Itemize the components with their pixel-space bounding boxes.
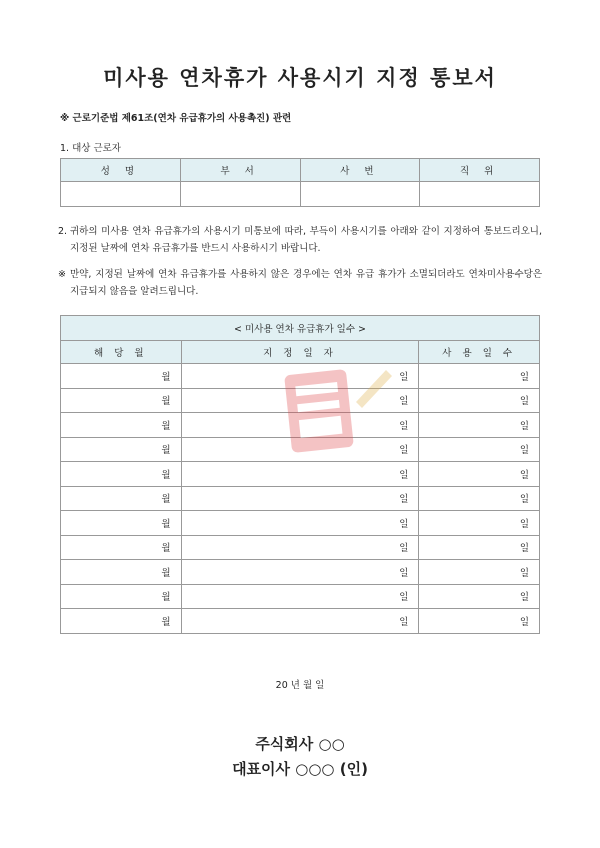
month-cell[interactable]: 월 bbox=[61, 364, 182, 389]
worker-table bbox=[60, 158, 540, 207]
legal-basis: ※ 근로기준법 제61조(연차 유급휴가의 사용촉진) 관련 bbox=[60, 113, 292, 124]
month-cell[interactable]: 월 bbox=[61, 437, 182, 462]
warning-paragraph bbox=[58, 266, 542, 300]
header-month: 해 당 월 bbox=[61, 341, 182, 364]
days-used-cell[interactable]: 일 bbox=[419, 535, 540, 560]
days-used-cell[interactable]: 일 bbox=[419, 560, 540, 585]
table-row bbox=[61, 609, 540, 634]
month-cell[interactable]: 월 bbox=[61, 609, 182, 634]
month-cell[interactable]: 월 bbox=[61, 560, 182, 585]
designated-date-cell[interactable]: 일 bbox=[181, 413, 419, 438]
table-row bbox=[61, 535, 540, 560]
unused-leave-table bbox=[60, 315, 540, 634]
days-used-cell[interactable]: 일 bbox=[419, 511, 540, 536]
table-row bbox=[61, 413, 540, 438]
header-days-used: 사 용 일 수 bbox=[419, 341, 540, 364]
table-row bbox=[61, 388, 540, 413]
notice-paragraph-number: 2. bbox=[58, 226, 68, 237]
table-row bbox=[61, 364, 540, 389]
days-used-cell[interactable]: 일 bbox=[419, 388, 540, 413]
days-used-cell[interactable]: 일 bbox=[419, 486, 540, 511]
month-cell[interactable]: 월 bbox=[61, 584, 182, 609]
designated-date-cell[interactable]: 일 bbox=[181, 388, 419, 413]
table-row bbox=[61, 560, 540, 585]
designated-date-cell[interactable]: 일 bbox=[181, 584, 419, 609]
table-row bbox=[61, 511, 540, 536]
designated-date-cell[interactable]: 일 bbox=[181, 486, 419, 511]
month-cell[interactable]: 월 bbox=[61, 462, 182, 487]
designated-date-cell[interactable]: 일 bbox=[181, 437, 419, 462]
designated-date-cell[interactable]: 일 bbox=[181, 609, 419, 634]
header-designated-date: 지 정 일 자 bbox=[181, 341, 419, 364]
days-used-cell[interactable]: 일 bbox=[419, 609, 540, 634]
table-row bbox=[61, 486, 540, 511]
designated-date-cell[interactable]: 일 bbox=[181, 560, 419, 585]
month-cell[interactable]: 월 bbox=[61, 486, 182, 511]
company-name: 주식회사 ○○ bbox=[255, 735, 345, 753]
warning-mark: ※ bbox=[58, 269, 66, 280]
document-title: 미사용 연차휴가 사용시기 지정 통보서 bbox=[103, 66, 497, 90]
table-row bbox=[61, 462, 540, 487]
worker-id-cell[interactable] bbox=[300, 182, 420, 207]
days-used-cell[interactable]: 일 bbox=[419, 437, 540, 462]
worker-position-cell[interactable] bbox=[420, 182, 540, 207]
designated-date-cell[interactable]: 일 bbox=[181, 535, 419, 560]
warning-paragraph-text: 만약, 지정된 날짜에 연차 유급휴가를 사용하지 않은 경우에는 연차 유급 휴가가 소멸되더라도 연차미사용수당은 지급되지 않음을 알려드립니다. bbox=[70, 269, 542, 297]
section1-label: 1. 대상 근로자 bbox=[60, 143, 121, 154]
date-line: 20 년 월 일 bbox=[275, 680, 325, 691]
notice-paragraph-text: 귀하의 미사용 연차 유급휴가의 사용시기 미통보에 따라, 부득이 사용시기를 아래와 같이 지정하여 통보드리오니, 지정된 날짜에 연차 유급휴가를 반드시 사용하시기 바랍니다. bbox=[70, 226, 542, 254]
worker-header-name: 성 명 bbox=[61, 159, 181, 182]
worker-header-position: 직 위 bbox=[420, 159, 540, 182]
days-used-cell[interactable]: 일 bbox=[419, 462, 540, 487]
days-used-cell[interactable]: 일 bbox=[419, 413, 540, 438]
table-row bbox=[61, 584, 540, 609]
unused-leave-table-caption: < 미사용 연차 유급휴가 일수 > bbox=[61, 316, 540, 341]
designated-date-cell[interactable]: 일 bbox=[181, 364, 419, 389]
notice-paragraph bbox=[58, 223, 542, 257]
worker-dept-cell[interactable] bbox=[180, 182, 300, 207]
days-used-cell[interactable]: 일 bbox=[419, 364, 540, 389]
table-row bbox=[61, 437, 540, 462]
ceo-signature-line: 대표이사 ○○○ (인) bbox=[232, 760, 368, 778]
worker-header-id: 사 번 bbox=[300, 159, 420, 182]
month-cell[interactable]: 월 bbox=[61, 413, 182, 438]
month-cell[interactable]: 월 bbox=[61, 511, 182, 536]
days-used-cell[interactable]: 일 bbox=[419, 584, 540, 609]
worker-name-cell[interactable] bbox=[61, 182, 181, 207]
month-cell[interactable]: 월 bbox=[61, 388, 182, 413]
designated-date-cell[interactable]: 일 bbox=[181, 462, 419, 487]
designated-date-cell[interactable]: 일 bbox=[181, 511, 419, 536]
worker-header-dept: 부 서 bbox=[180, 159, 300, 182]
month-cell[interactable]: 월 bbox=[61, 535, 182, 560]
